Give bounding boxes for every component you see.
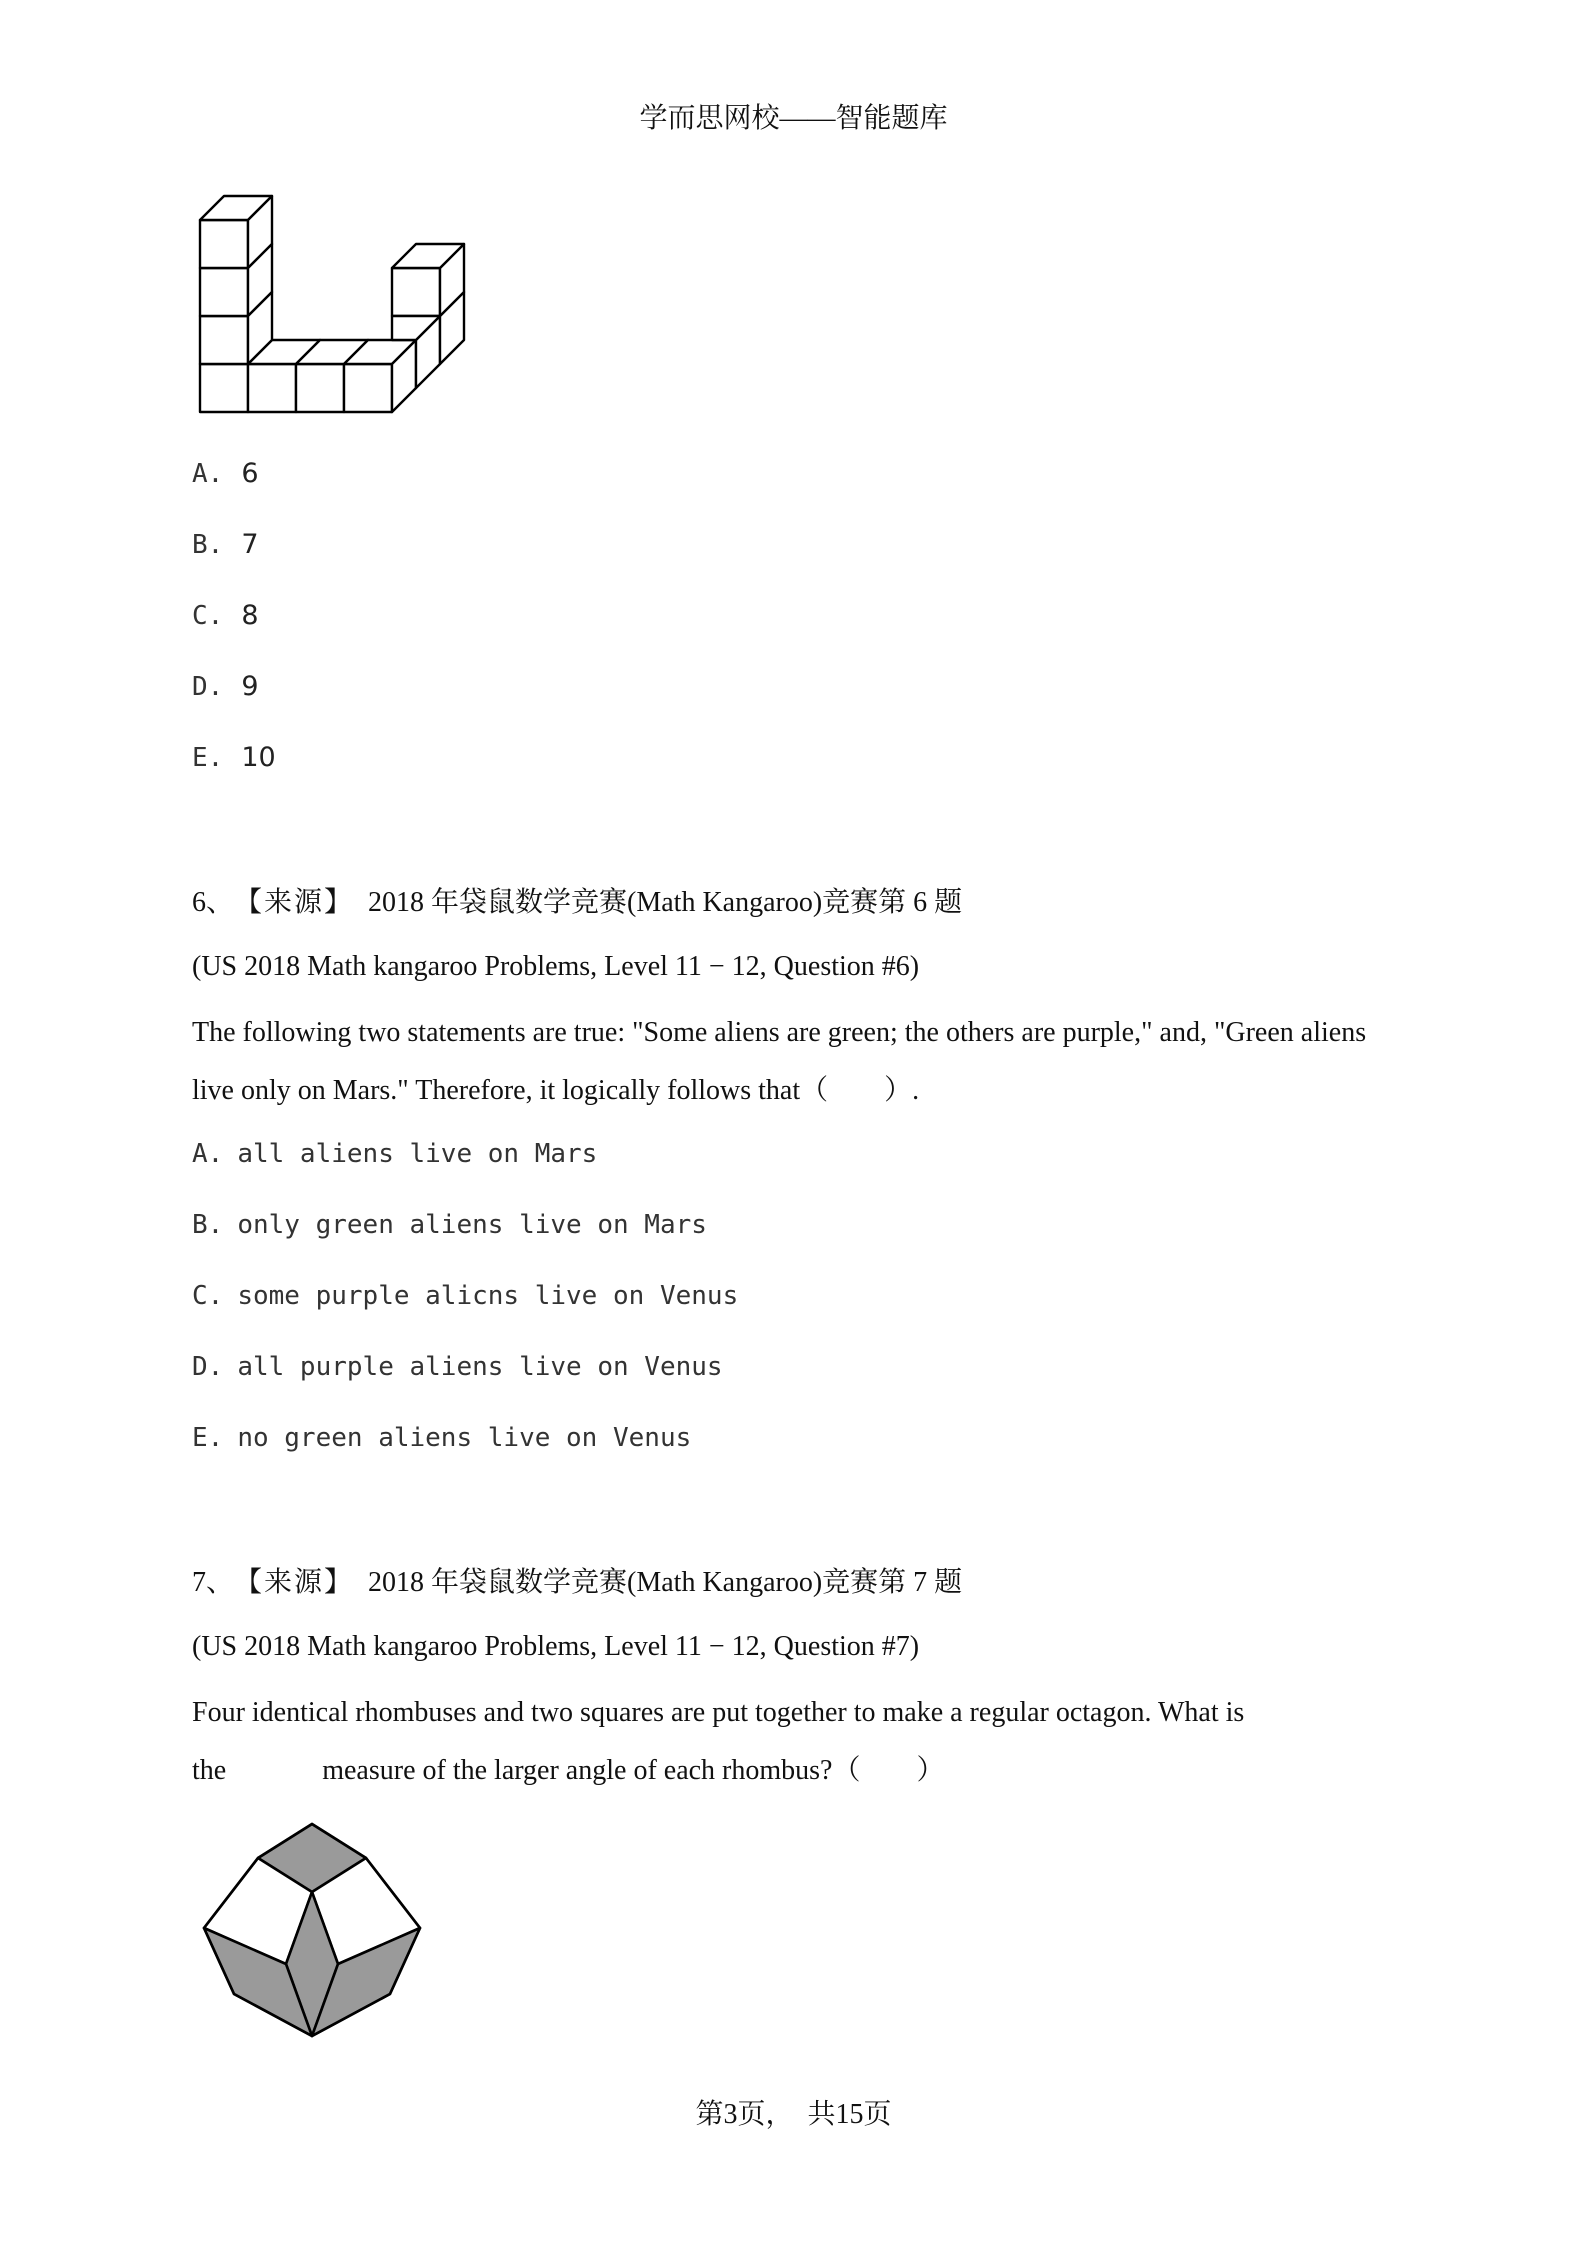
octagon-figure	[196, 1816, 428, 2048]
cube-face	[200, 364, 248, 412]
cube-face	[248, 364, 296, 412]
option-d[interactable]: D. 9	[192, 671, 259, 702]
option-b[interactable]: B. 7	[192, 529, 259, 560]
q6-option-d[interactable]: D. all purple aliens live on Venus	[192, 1352, 723, 1382]
q6-option-a[interactable]: A. all aliens live on Mars	[192, 1139, 598, 1169]
question-7-heading: 7、 【来源】 2018 年袋鼠数学竞赛(Math Kangaroo)竞赛第 7 题	[192, 1567, 963, 1598]
option-e[interactable]: E. 10	[192, 742, 276, 773]
question-6-stem-line1: The following two statements are true: "Some aliens are green; the others are purple," and, "Green aliens	[192, 1017, 1367, 1048]
page-footer: 第3页， 共15页	[695, 2099, 892, 2130]
question-6-stem-line2: live only on Mars." Therefore, it logically follows that（ ）.	[192, 1075, 920, 1106]
q6-option-e[interactable]: E. no green aliens live on Venus	[192, 1423, 692, 1453]
cube-face	[200, 316, 248, 364]
q6-option-c[interactable]: C. some purple alicns live on Venus	[192, 1281, 739, 1311]
question-7-source: (US 2018 Math kangaroo Problems, Level 11 − 12, Question #7)	[192, 1631, 920, 1662]
question-7-stem-line2: the measure of the larger angle of each rhombus?（ ）	[192, 1755, 945, 1786]
question-7-stem-line1: Four identical rhombuses and two squares are put together to make a regular octagon. What is	[192, 1697, 1245, 1728]
cube-face	[296, 364, 344, 412]
question-6-source: (US 2018 Math kangaroo Problems, Level 11 − 12, Question #6)	[192, 951, 920, 982]
question-6-heading: 6、 【来源】 2018 年袋鼠数学竞赛(Math Kangaroo)竞赛第 6 题	[192, 887, 963, 918]
option-a[interactable]: A. 6	[192, 458, 259, 489]
q6-option-b[interactable]: B. only green aliens live on Mars	[192, 1210, 707, 1240]
cube-face	[392, 268, 440, 316]
option-c[interactable]: C. 8	[192, 600, 259, 631]
cube-face	[344, 364, 392, 412]
page-header: 学而思网校——智能题库	[639, 103, 948, 134]
cube-face	[200, 268, 248, 316]
cube-face	[200, 220, 248, 268]
cube-figure	[190, 190, 480, 420]
